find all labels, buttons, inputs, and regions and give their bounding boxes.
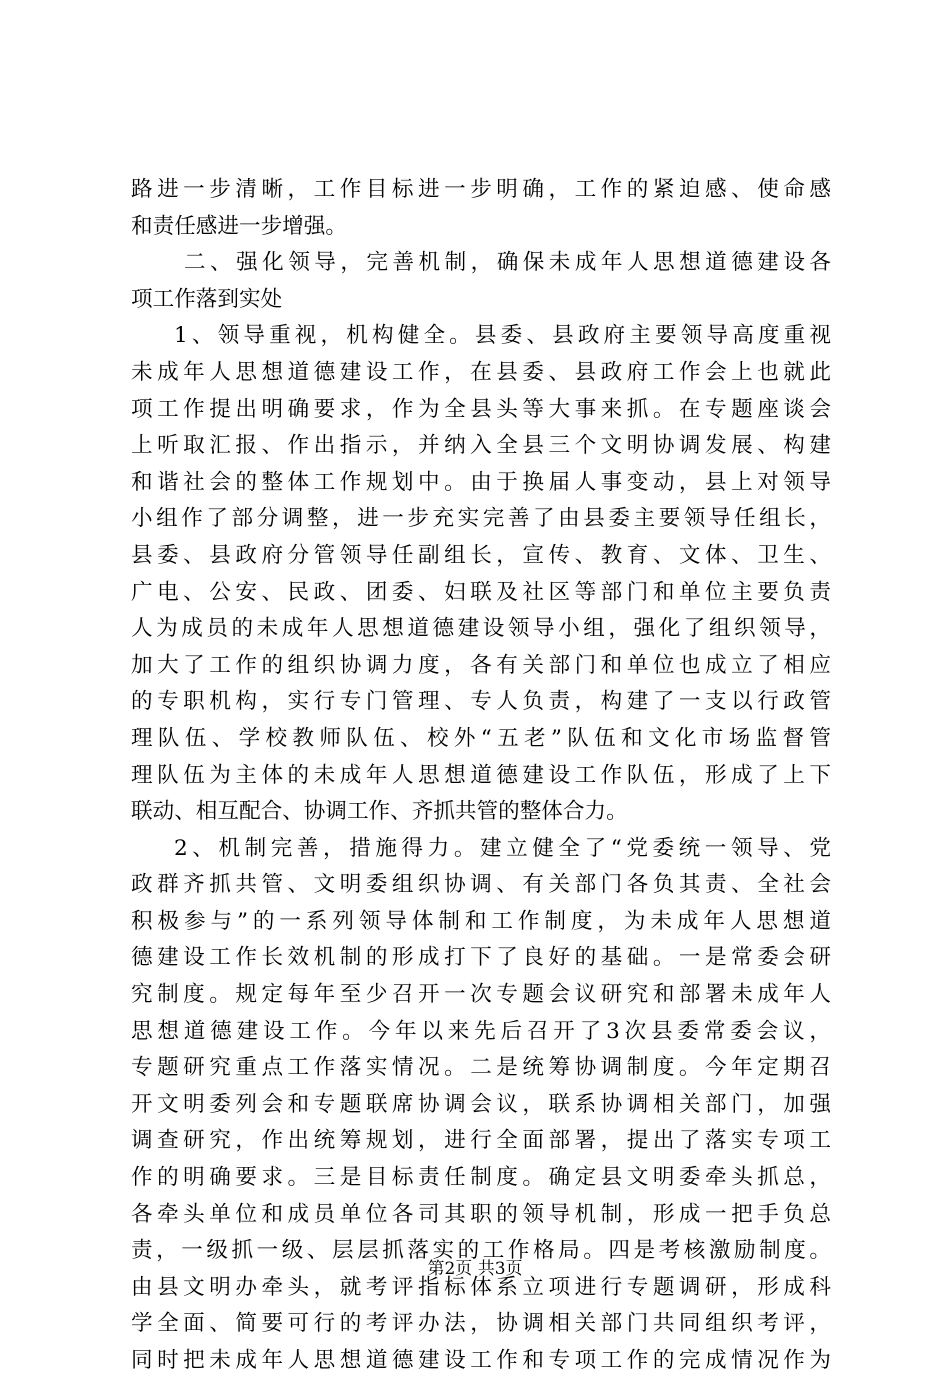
text-line: 1、领导重视，机构健全。县委、县政府主要领导高度重视	[174, 323, 831, 349]
text-line: 同时把未成年人思想道德建设工作和专项工作的完成情况作为	[131, 1348, 831, 1373]
text-line: 广电、公安、民政、团委、妇联及社区等部门和单位主要负责	[131, 579, 831, 605]
text-line: 项工作落到实处	[131, 286, 283, 312]
text-line: 上听取汇报、作出指示，并纳入全县三个文明协调发展、构建	[131, 433, 831, 459]
text-line: 积极参与”的一系列领导体制和工作制度，为未成年人思想道	[131, 908, 831, 934]
page-footer: 第2页 共3页	[427, 1259, 523, 1279]
text-line: 和责任感进一步增强。	[131, 213, 347, 239]
text-line: 项工作提出明确要求，作为全县头等大事来抓。在专题座谈会	[131, 396, 831, 422]
text-line: 思想道德建设工作。今年以来先后召开了3次县委常委会议，	[131, 1018, 831, 1044]
text-line: 路进一步清晰，工作目标进一步明确，工作的紧迫感、使命感	[131, 177, 831, 202]
text-line: 2、机制完善，措施得力。建立健全了“党委统一领导、党	[174, 835, 831, 861]
text-line: 和谐社会的整体工作规划中。由于换届人事变动，县上对领导	[131, 469, 831, 495]
paragraph	[131, 245, 831, 318]
text-line: 政群齐抓共管、文明委组织协调、有关部门各负其责、全社会	[131, 872, 831, 898]
text-line: 理队伍、学校教师队伍、校外“五老”队伍和文化市场监督管	[131, 725, 831, 751]
text-line: 县委、县政府分管领导任副组长，宣传、教育、文体、卫生、	[131, 542, 831, 568]
text-line: 联动、相互配合、协调工作、齐抓共管的整体合力。	[131, 799, 628, 825]
text-line: 理队伍为主体的未成年人思想道德建设工作队伍，形成了上下	[131, 762, 831, 788]
text-line: 学全面、简要可行的考评办法，协调相关部门共同组织考评，	[131, 1311, 831, 1337]
text-line: 专题研究重点工作落实情况。二是统筹协调制度。今年定期召	[131, 1055, 831, 1081]
text-line: 作的明确要求。三是目标责任制度。确定县文明委牵头抓总，	[131, 1165, 831, 1191]
text-line: 未成年人思想道德建设工作，在县委、县政府工作会上也就此	[131, 359, 831, 385]
paragraph	[131, 831, 831, 1380]
text-line: 的专职机构，实行专门管理、专人负责，构建了一支以行政管	[131, 689, 831, 715]
text-line: 二、强化领导，完善机制，确保未成年人思想道德建设各	[184, 250, 831, 276]
text-line: 各牵头单位和成员单位各司其职的领导机制，形成一把手负总	[131, 1201, 831, 1227]
paragraph	[131, 318, 831, 830]
text-line: 究制度。规定每年至少召开一次专题会议研究和部署未成年人	[131, 982, 831, 1008]
text-line: 由县文明办牵头，就考评指标体系立项进行专题调研，形成科	[131, 1274, 831, 1300]
text-line: 人为成员的未成年人思想道德建设领导小组，强化了组织领导，	[131, 616, 831, 642]
text-line: 加大了工作的组织协调力度，各有关部门和单位也成立了相应	[131, 652, 831, 678]
paragraph	[131, 172, 831, 245]
text-line: 小组作了部分调整，进一步充实完善了由县委主要领导任组长，	[131, 506, 831, 532]
text-line: 调查研究，作出统筹规划，进行全面部署，提出了落实专项工	[131, 1128, 831, 1154]
text-line: 开文明委列会和专题联席协调会议，联系协调相关部门，加强	[131, 1091, 831, 1117]
text-line: 德建设工作长效机制的形成打下了良好的基础。一是常委会研	[131, 945, 831, 971]
text-line: 责，一级抓一级、层层抓落实的工作格局。四是考核激励制度。	[131, 1238, 831, 1264]
document-body	[131, 172, 831, 1380]
